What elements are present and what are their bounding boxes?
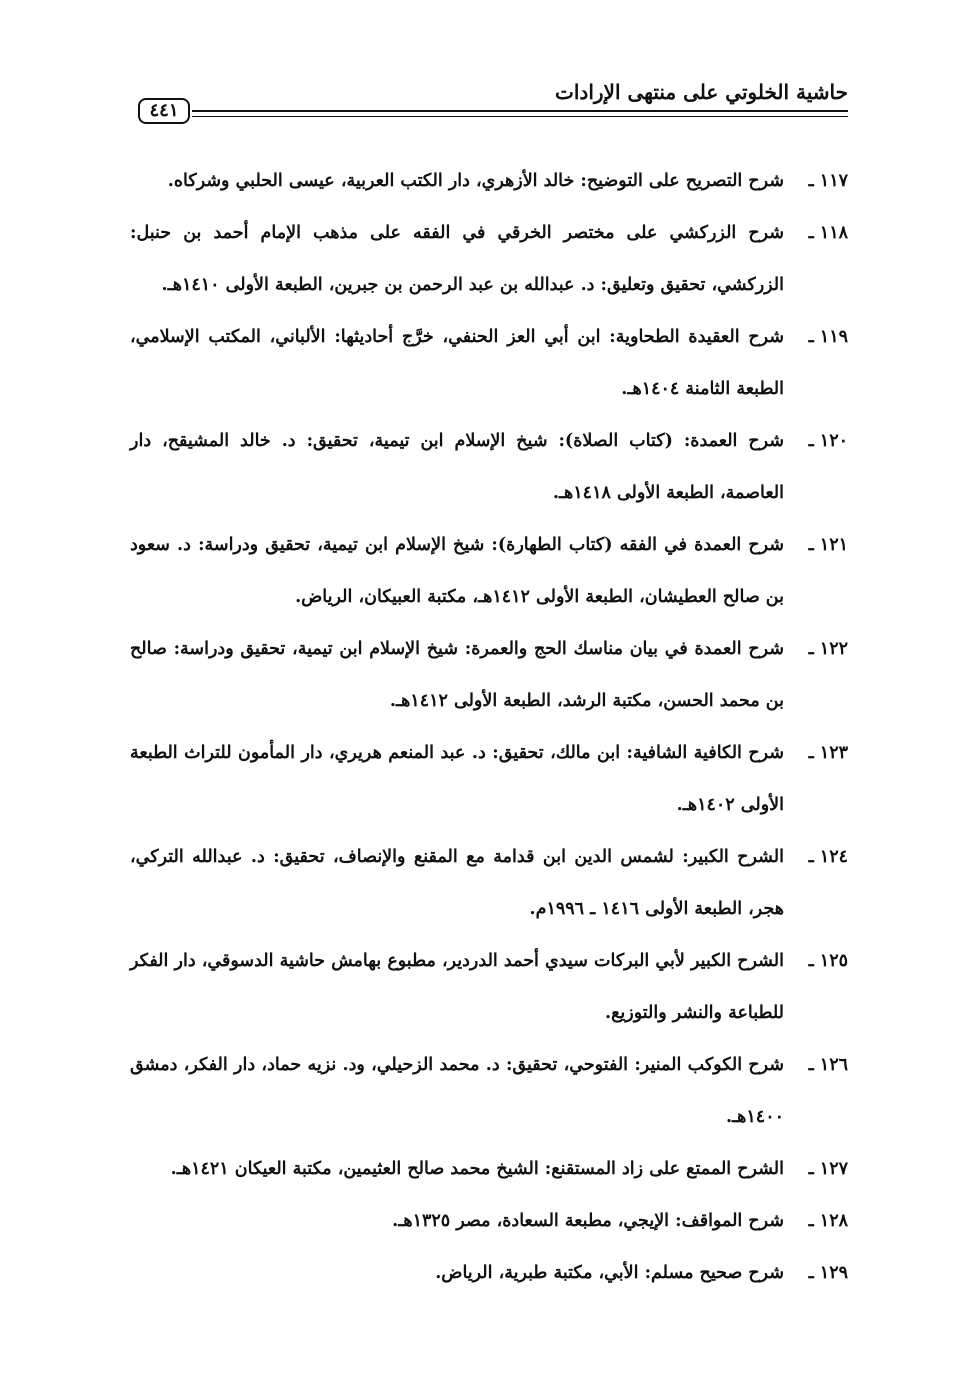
entry-text: شرح الكوكب المنير: الفتوحي، تحقيق: د. محمد الزحيلي، ود. نزيه حماد، دار الفكر، دمشق ١٤٠٠هـ. bbox=[130, 1055, 784, 1127]
bibliography-entry bbox=[130, 311, 848, 415]
entry-number: ١٢٥ ـ bbox=[808, 951, 848, 971]
bibliography-entry bbox=[130, 519, 848, 623]
entry-text: شرح الكافية الشافية: ابن مالك، تحقيق: د. عبد المنعم هريري، دار المأمون للتراث الطبعة الأولى ١٤٠٢هـ. bbox=[130, 743, 784, 815]
entry-number: ١٢٠ ـ bbox=[808, 431, 848, 451]
entry-text: الشرح الممتع على زاد المستقنع: الشيخ محمد صالح العثيمين، مكتبة العيكان ١٤٢١هـ. bbox=[170, 1159, 784, 1179]
bibliography-entry bbox=[130, 727, 848, 831]
entry-number: ١٢٤ ـ bbox=[808, 847, 848, 867]
entry-text: شرح التصريح على التوضيح: خالد الأزهري، دار الكتب العربية، عيسى الحلبي وشركاه. bbox=[167, 171, 784, 191]
entry-number: ١١٩ ـ bbox=[808, 327, 848, 347]
entry-text: شرح المواقف: الإيجي، مطبعة السعادة، مصر ١٣٢٥هـ. bbox=[392, 1211, 784, 1231]
entry-number: ١٢٢ ـ bbox=[808, 639, 848, 659]
bibliography-entry bbox=[130, 155, 848, 207]
bibliography-entry bbox=[130, 831, 848, 935]
page-number: ٤٤١ bbox=[138, 98, 190, 124]
entry-text: الشرح الكبير لأبي البركات سيدي أحمد الدردير، مطبوع بهامش حاشية الدسوقي، دار الفكر للطباعة والنشر والتوزيع. bbox=[130, 951, 784, 1023]
entry-text: شرح صحيح مسلم: الأبي، مكتبة طبرية، الرياض. bbox=[435, 1263, 784, 1283]
header-rule-thin bbox=[192, 116, 848, 117]
bibliography-list bbox=[130, 155, 848, 1299]
entry-number: ١٢٩ ـ bbox=[808, 1263, 848, 1283]
entry-number: ١١٧ ـ bbox=[808, 171, 848, 191]
entry-number: ١٢٨ ـ bbox=[808, 1211, 848, 1231]
entry-number: ١٢١ ـ bbox=[808, 535, 848, 555]
entry-number: ١١٨ ـ bbox=[808, 223, 848, 243]
bibliography-entry bbox=[130, 1039, 848, 1143]
entry-text: شرح الزركشي على مختصر الخرقي في الفقه على مذهب الإمام أحمد بن حنبل: الزركشي، تحقيق وتعليق: د. عبدالله بن عبد الرحمن بن جبرين، الطبعة الأولى ١٤١٠هـ. bbox=[130, 223, 784, 295]
running-title: حاشية الخلوتي على منتهى الإرادات bbox=[555, 80, 848, 104]
entry-text: شرح العمدة في بيان مناسك الحج والعمرة: شيخ الإسلام ابن تيمية، تحقيق ودراسة: صالح بن محمد الحسن، مكتبة الرشد، الطبعة الأولى ١٤١٢هـ. bbox=[130, 639, 784, 711]
entry-text: الشرح الكبير: لشمس الدين ابن قدامة مع المقنع والإنصاف، تحقيق: د. عبدالله التركي، هجر، الطبعة الأولى ١٤١٦ ـ ١٩٩٦م. bbox=[130, 847, 784, 919]
page-header bbox=[130, 80, 848, 128]
entry-text: شرح العمدة: (كتاب الصلاة): شيخ الإسلام ابن تيمية، تحقيق: د. خالد المشيقح، دار العاصمة، الطبعة الأولى ١٤١٨هـ. bbox=[130, 431, 784, 503]
bibliography-entry bbox=[130, 415, 848, 519]
bibliography-entry bbox=[130, 623, 848, 727]
entry-number: ١٢٣ ـ bbox=[808, 743, 848, 763]
entry-text: شرح العمدة في الفقه (كتاب الطهارة): شيخ الإسلام ابن تيمية، تحقيق ودراسة: د. سعود بن صالح العطيشان، الطبعة الأولى ١٤١٢هـ، مكتبة العبيكان، الرياض. bbox=[130, 535, 784, 607]
bibliography-entry bbox=[130, 935, 848, 1039]
bibliography-entry bbox=[130, 1143, 848, 1195]
entry-text: شرح العقيدة الطحاوية: ابن أبي العز الحنفي، خرَّج أحاديثها: الألباني، المكتب الإسلامي، الطبعة الثامنة ١٤٠٤هـ. bbox=[130, 327, 784, 399]
bibliography-entry bbox=[130, 1195, 848, 1247]
entry-number: ١٢٦ ـ bbox=[808, 1055, 848, 1075]
bibliography-entry bbox=[130, 1247, 848, 1299]
bibliography-entry bbox=[130, 207, 848, 311]
header-rule-thick bbox=[192, 110, 848, 112]
entry-number: ١٢٧ ـ bbox=[808, 1159, 848, 1179]
